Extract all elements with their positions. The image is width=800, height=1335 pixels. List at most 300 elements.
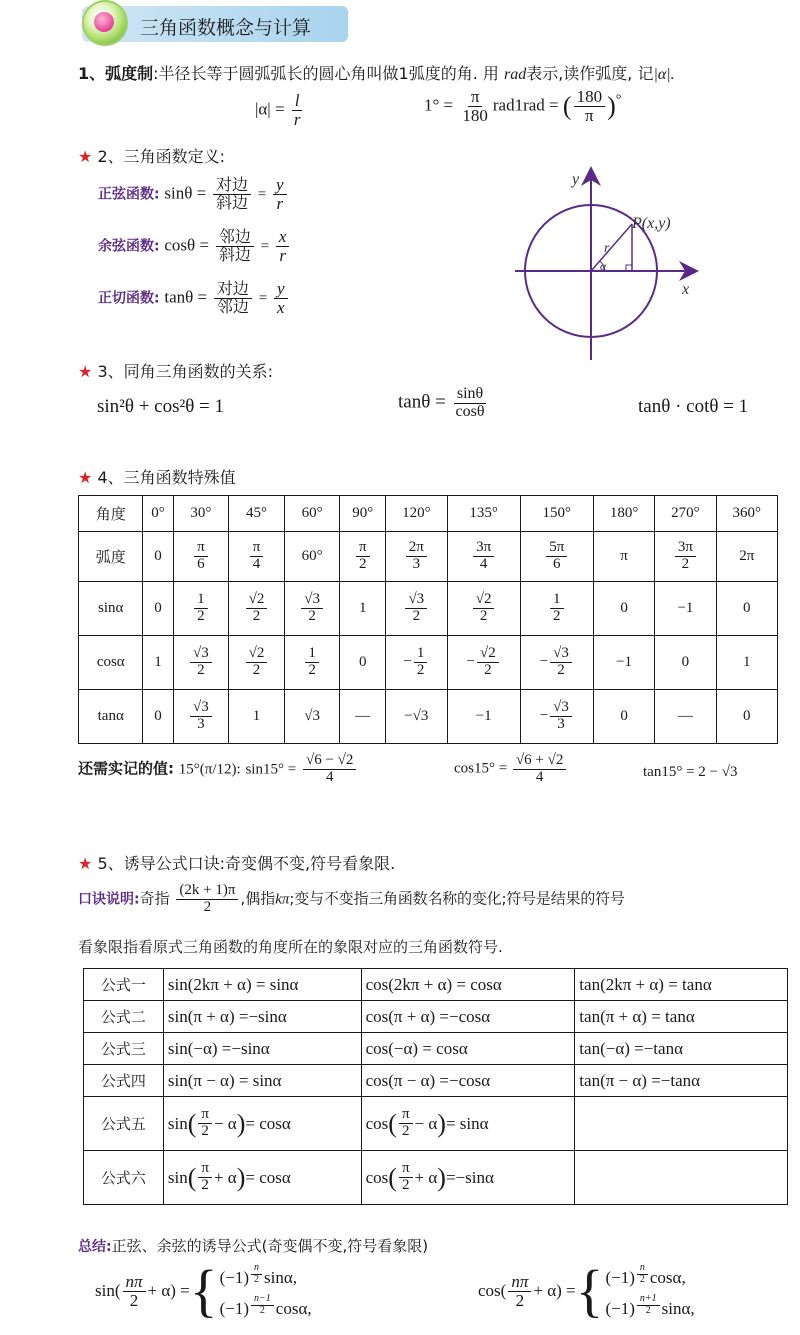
table-row bbox=[79, 532, 778, 582]
frac-num: √2 bbox=[246, 646, 268, 663]
formula-cell: tan(π + α) = tanα bbox=[575, 1001, 788, 1033]
row-header-cell: tanα bbox=[79, 690, 143, 744]
frac-num: √6 − √2 bbox=[303, 753, 356, 770]
table-cell: 360° bbox=[716, 496, 777, 532]
frac-num: √2 bbox=[473, 592, 495, 609]
fraction bbox=[414, 646, 428, 679]
frac-den: 6 bbox=[553, 556, 561, 572]
frac-den: 2 bbox=[201, 1123, 209, 1139]
tangent-label: 正切函数: bbox=[98, 290, 160, 307]
brace-icon: { bbox=[575, 1258, 604, 1323]
frac-num: √3 bbox=[190, 646, 212, 663]
right-paren: ) bbox=[236, 1162, 246, 1192]
table-cell: 0 bbox=[143, 532, 173, 582]
table-cell: 135° bbox=[447, 496, 520, 532]
left-paren: ( bbox=[388, 1162, 397, 1192]
cosine-label: 余弦函数: bbox=[98, 238, 160, 255]
frac-num: √2 bbox=[477, 646, 499, 663]
formula-lhs: tanθ = bbox=[164, 287, 208, 307]
frac-num: y bbox=[273, 176, 287, 195]
fraction bbox=[477, 646, 499, 679]
table-cell: −1 bbox=[655, 582, 716, 636]
formula-cell: cos(−α) = cosα bbox=[361, 1033, 575, 1065]
table-row bbox=[84, 1033, 788, 1065]
fraction bbox=[190, 700, 212, 733]
frac-num: π bbox=[399, 1107, 413, 1124]
frac-den: 2 bbox=[197, 608, 205, 624]
fraction bbox=[198, 1161, 212, 1194]
frac-den: 2 bbox=[308, 608, 316, 624]
table-cell bbox=[173, 532, 229, 582]
case-value: sinα, bbox=[661, 1298, 695, 1318]
formula-name-cell: 公式一 bbox=[84, 969, 164, 1001]
radius-line bbox=[591, 224, 632, 271]
frac-den: 4 bbox=[479, 556, 488, 572]
fraction bbox=[305, 646, 319, 679]
inner-term: + α bbox=[414, 1167, 438, 1187]
formula-name-cell: 公式六 bbox=[84, 1151, 164, 1205]
frac-den: 2 bbox=[553, 608, 561, 624]
right-paren: ) bbox=[437, 1162, 446, 1192]
table-cell bbox=[520, 582, 593, 636]
formula-lhs: 1° = bbox=[424, 95, 454, 115]
equals-sign: = bbox=[257, 186, 267, 203]
table-cell: 1 bbox=[340, 582, 386, 636]
fraction bbox=[356, 540, 370, 573]
fraction bbox=[473, 540, 494, 573]
frac-num: 1 bbox=[305, 646, 319, 663]
formula-lhs: |α| = bbox=[255, 99, 285, 119]
frac-num: y bbox=[274, 280, 288, 299]
table-cell: √3 bbox=[284, 690, 340, 744]
empty-cell bbox=[575, 1097, 788, 1151]
frac-num: 5π bbox=[546, 540, 567, 557]
sine-definition bbox=[98, 176, 289, 213]
summary-heading bbox=[78, 1235, 428, 1256]
frac-num: π bbox=[250, 540, 264, 557]
degree-sign: ° bbox=[615, 91, 622, 108]
table-cell: 60° bbox=[284, 532, 340, 582]
fraction bbox=[301, 592, 323, 625]
result-term: =−sinα bbox=[445, 1167, 494, 1187]
table-row bbox=[84, 969, 788, 1001]
frac-den: 6 bbox=[197, 556, 205, 572]
table-cell: −1 bbox=[447, 690, 520, 744]
sin15-lhs: sin15° = bbox=[245, 761, 297, 778]
frac-num: π bbox=[198, 1107, 212, 1124]
right-paren: ) bbox=[437, 1108, 446, 1138]
fraction bbox=[190, 646, 212, 679]
frac-den: x bbox=[276, 297, 285, 317]
frac-den: 2 bbox=[484, 662, 492, 678]
table-cell: 0 bbox=[593, 582, 654, 636]
frac-num: sinθ bbox=[454, 386, 486, 404]
cos15-lhs: cos15° = bbox=[454, 760, 508, 777]
tan15-value: tan15° = 2 − √3 bbox=[643, 764, 738, 780]
frac-den: 4 bbox=[325, 768, 334, 785]
formula-name-cell: 公式五 bbox=[84, 1097, 164, 1151]
table-cell bbox=[229, 636, 285, 690]
angle-label: α bbox=[600, 259, 607, 273]
table-cell: 0 bbox=[716, 582, 777, 636]
frac-den: r bbox=[293, 109, 301, 129]
table-cell: 0 bbox=[655, 636, 716, 690]
frac-num: 3π bbox=[675, 540, 696, 557]
table-cell: 45° bbox=[229, 496, 285, 532]
section-1-label: 1、弧度制 bbox=[78, 64, 154, 83]
y-axis-label: y bbox=[572, 171, 580, 188]
section-5-heading bbox=[78, 851, 395, 874]
summary-label: 总结: bbox=[78, 1239, 112, 1255]
table-cell bbox=[229, 582, 285, 636]
frac-num: 3π bbox=[473, 540, 494, 557]
table-cell: 30° bbox=[173, 496, 229, 532]
section-3-title: 3、同角三角函数的关系: bbox=[97, 362, 274, 381]
explanation-text: ;变与不变指三角函数名称的变化;符号是结果的符号 bbox=[289, 889, 625, 908]
frac-num: (2k + 1)π bbox=[176, 883, 238, 900]
frac-den: 3 bbox=[557, 716, 565, 732]
table-row bbox=[79, 496, 778, 532]
special-values-table bbox=[78, 495, 778, 744]
page-title: 三角函数概念与计算 bbox=[140, 17, 312, 39]
frac-den: 斜边 bbox=[218, 244, 251, 264]
star-icon: ★ bbox=[78, 362, 93, 381]
frac-num: 2π bbox=[406, 540, 427, 557]
equals-sign: = bbox=[258, 290, 268, 307]
angle-15: 15°(π/12): bbox=[178, 761, 241, 778]
equals-sign: = bbox=[260, 238, 270, 255]
table-cell bbox=[173, 636, 229, 690]
result-term: = cosα bbox=[245, 1167, 291, 1187]
frac-den: 2 bbox=[401, 1177, 410, 1193]
case-value: sinα, bbox=[264, 1268, 298, 1287]
pythagorean-identity: sin²θ + cos²θ = 1 bbox=[97, 396, 225, 417]
table-row bbox=[84, 1065, 788, 1097]
frac-num: π bbox=[198, 1161, 212, 1178]
table-row bbox=[84, 1001, 788, 1033]
left-paren: ( bbox=[388, 1108, 397, 1138]
frac-num: l bbox=[292, 92, 303, 111]
table-cell: 0 bbox=[593, 690, 654, 744]
formula-mid: rad1rad = bbox=[492, 95, 559, 115]
table-cell bbox=[520, 532, 593, 582]
case-value: cosα, bbox=[649, 1268, 686, 1287]
frac-den: 4 bbox=[535, 768, 544, 785]
table-cell bbox=[340, 532, 386, 582]
fraction bbox=[550, 700, 572, 733]
fraction bbox=[550, 646, 572, 679]
formula-cell bbox=[163, 1097, 361, 1151]
frac-num: 1 bbox=[194, 592, 208, 609]
frac-den: 2 bbox=[201, 1177, 209, 1193]
fraction bbox=[405, 592, 427, 625]
section-4-title: 4、三角函数特殊值 bbox=[97, 468, 236, 487]
func-name: cos bbox=[365, 1113, 389, 1133]
minus-sign: − bbox=[403, 653, 412, 670]
formula-cell: sin(π + α) =−sinα bbox=[163, 1001, 361, 1033]
right-paren: ) bbox=[236, 1108, 246, 1138]
frac-den: 2 bbox=[252, 662, 261, 678]
explanation-text: ,偶指 bbox=[240, 889, 276, 908]
formula-cell: sin(2kπ + α) = sinα bbox=[163, 969, 361, 1001]
table-cell: 0 bbox=[143, 582, 173, 636]
formula-cell bbox=[361, 1097, 575, 1151]
case-base: (−1) bbox=[605, 1268, 635, 1287]
section-4-heading bbox=[78, 465, 236, 488]
radian-formula-1 bbox=[255, 92, 305, 129]
frac-num: π bbox=[356, 540, 370, 557]
fraction bbox=[675, 540, 696, 573]
frac-den: 2 bbox=[645, 1304, 651, 1316]
formula-lhs: cosθ = bbox=[164, 235, 210, 255]
func-name: sin bbox=[167, 1167, 188, 1187]
formula-cell: tan(π − α) =−tanα bbox=[575, 1065, 788, 1097]
result-term: = sinα bbox=[445, 1113, 489, 1133]
frac-den: 2 bbox=[129, 1290, 139, 1310]
star-icon: ★ bbox=[78, 468, 93, 487]
formula-lhs: tanθ = bbox=[398, 391, 446, 413]
frac-num: n bbox=[251, 1263, 262, 1275]
formula-cell: cos(π − α) =−cosα bbox=[361, 1065, 575, 1097]
mnemonic-explanation-line2: 看象限指看原式三角函数的角度所在的象限对应的三角函数符号. bbox=[78, 938, 503, 956]
frac-num: √3 bbox=[405, 592, 427, 609]
frac-den: r bbox=[276, 193, 284, 213]
frac-num: 180 bbox=[574, 88, 606, 107]
table-cell: 1 bbox=[229, 690, 285, 744]
frac-den: 2 bbox=[359, 556, 367, 572]
fraction bbox=[550, 592, 564, 625]
frac-num: n−1 bbox=[251, 1294, 274, 1306]
table-cell: 1 bbox=[716, 636, 777, 690]
table-cell bbox=[520, 690, 593, 744]
frac-den: cosθ bbox=[455, 402, 485, 420]
table-row bbox=[79, 582, 778, 636]
remember-values bbox=[78, 753, 358, 786]
minus-sign: − bbox=[466, 653, 475, 670]
fraction bbox=[399, 1161, 413, 1194]
cos15-value bbox=[454, 753, 568, 786]
frac-den: 邻边 bbox=[216, 296, 249, 316]
case-value: cosα, bbox=[275, 1298, 312, 1318]
table-cell bbox=[520, 636, 593, 690]
table-cell: 2π bbox=[716, 532, 777, 582]
frac-den: 2 bbox=[252, 608, 261, 624]
table-cell bbox=[229, 532, 285, 582]
frac-den: 2 bbox=[515, 1290, 525, 1310]
formula-cell: cos(π + α) =−cosα bbox=[361, 1001, 575, 1033]
formula-cell: tan(−α) =−tanα bbox=[575, 1033, 788, 1065]
summary-text: 正弦、余弦的诱导公式(奇变偶不变,符号看象限) bbox=[111, 1237, 429, 1255]
frac-num: π bbox=[468, 88, 483, 107]
explanation-text: 奇指 bbox=[139, 889, 170, 908]
frac-den: 2 bbox=[203, 898, 212, 915]
left-paren: ( bbox=[187, 1108, 197, 1138]
table-row bbox=[79, 636, 778, 690]
fraction bbox=[246, 592, 268, 625]
minus-sign: − bbox=[539, 707, 549, 724]
inner-term: − α bbox=[414, 1113, 438, 1133]
fraction bbox=[473, 592, 495, 625]
cos-summary-formula bbox=[478, 1258, 695, 1323]
table-cell: 60° bbox=[284, 496, 340, 532]
frac-num: n bbox=[637, 1263, 648, 1275]
fraction bbox=[246, 646, 268, 679]
table-cell: π bbox=[593, 532, 654, 582]
fraction bbox=[194, 540, 208, 573]
cos-prefix: cos( bbox=[478, 1281, 507, 1300]
sin-prefix: sin( bbox=[95, 1281, 121, 1300]
reduction-formula-table bbox=[83, 968, 788, 1205]
frac-num: √3 bbox=[301, 592, 323, 609]
radian-definition bbox=[78, 61, 675, 84]
frac-num: π bbox=[399, 1161, 413, 1178]
formula-cell bbox=[361, 1151, 575, 1205]
frac-den: 2 bbox=[557, 662, 565, 678]
table-cell bbox=[173, 690, 229, 744]
row-header-cell: 角度 bbox=[79, 496, 143, 532]
table-cell: −1 bbox=[593, 636, 654, 690]
radius-label: r bbox=[604, 241, 610, 256]
frac-den: 2 bbox=[681, 556, 690, 572]
frac-den: 3 bbox=[412, 556, 421, 572]
rad-term: rad bbox=[503, 66, 527, 83]
fraction bbox=[194, 592, 208, 625]
formula-name-cell: 公式二 bbox=[84, 1001, 164, 1033]
table-cell: 0 bbox=[716, 690, 777, 744]
frac-den: 4 bbox=[252, 556, 261, 572]
frac-den: 2 bbox=[639, 1273, 645, 1285]
table-cell: 270° bbox=[655, 496, 716, 532]
table-row bbox=[84, 1151, 788, 1205]
table-cell: 0 bbox=[143, 690, 173, 744]
minus-sign: − bbox=[539, 653, 549, 670]
frac-den: 斜边 bbox=[216, 192, 249, 212]
frac-den: 2 bbox=[479, 608, 488, 624]
frac-num: x bbox=[276, 228, 290, 247]
table-cell bbox=[447, 636, 520, 690]
table-cell: 150° bbox=[520, 496, 593, 532]
frac-num: √6 + √2 bbox=[513, 753, 566, 770]
formula-rest: + α) = bbox=[147, 1281, 190, 1300]
fraction bbox=[546, 540, 567, 573]
func-name: cos bbox=[365, 1167, 389, 1187]
frac-num: 邻边 bbox=[216, 229, 254, 247]
table-cell: 0 bbox=[340, 636, 386, 690]
frac-num: n+1 bbox=[637, 1294, 660, 1306]
table-cell: — bbox=[655, 690, 716, 744]
table-cell bbox=[284, 582, 340, 636]
table-cell: 90° bbox=[340, 496, 386, 532]
formula-rest: + α) = bbox=[533, 1281, 576, 1300]
formula-cell bbox=[163, 1151, 361, 1205]
formula-cell: tan(2kπ + α) = tanα bbox=[575, 969, 788, 1001]
section-2-title: 2、三角函数定义: bbox=[97, 147, 226, 166]
cosine-definition bbox=[98, 228, 291, 265]
sin-summary-formula bbox=[95, 1258, 312, 1323]
table-cell: — bbox=[340, 690, 386, 744]
reciprocal-identity: tanθ · cotθ = 1 bbox=[638, 396, 749, 417]
frac-den: 180 bbox=[462, 105, 488, 125]
frac-den: π bbox=[585, 105, 594, 125]
inner-term: + α bbox=[213, 1167, 237, 1187]
table-cell: 0° bbox=[143, 496, 173, 532]
table-cell bbox=[447, 582, 520, 636]
frac-den: 2 bbox=[308, 662, 316, 678]
inner-term: − α bbox=[213, 1113, 237, 1133]
frac-num: 对边 bbox=[214, 281, 252, 299]
frac-num: √3 bbox=[550, 646, 572, 663]
section-2-heading bbox=[78, 144, 225, 167]
fraction bbox=[250, 540, 264, 573]
tangent-definition bbox=[98, 280, 290, 317]
frac-den: 2 bbox=[259, 1304, 265, 1316]
remember-label: 还需实记的值: bbox=[78, 759, 174, 778]
alpha-abs: |α|. bbox=[653, 66, 675, 83]
case-base: (−1) bbox=[219, 1298, 250, 1318]
section-3-heading bbox=[78, 359, 273, 382]
x-axis-label: x bbox=[682, 281, 690, 298]
frac-num: √2 bbox=[246, 592, 268, 609]
formula-lhs: sinθ = bbox=[164, 183, 207, 203]
fraction bbox=[198, 1107, 212, 1140]
frac-num: π bbox=[194, 540, 208, 557]
frac-num: √3 bbox=[190, 700, 212, 717]
left-paren: ( bbox=[187, 1162, 197, 1192]
section-1-text: :半径长等于圆弧弧长的圆心角叫做1弧度的角. 用 bbox=[153, 64, 499, 83]
formula-cell: sin(−α) =−sinα bbox=[163, 1033, 361, 1065]
frac-den: 3 bbox=[197, 716, 205, 732]
formula-cell: sin(π − α) = sinα bbox=[163, 1065, 361, 1097]
table-cell bbox=[447, 532, 520, 582]
point-p-label: P(x,y) bbox=[632, 215, 671, 232]
case-base: (−1) bbox=[219, 1268, 250, 1287]
star-icon: ★ bbox=[78, 854, 93, 873]
frac-den: 2 bbox=[197, 662, 205, 678]
quotient-identity bbox=[398, 386, 490, 421]
row-header-cell: 弧度 bbox=[79, 532, 143, 582]
table-cell bbox=[655, 532, 716, 582]
logo-dot-icon bbox=[94, 12, 114, 32]
func-name: sin bbox=[167, 1113, 188, 1133]
frac-num: √3 bbox=[550, 700, 572, 717]
frac-num: 1 bbox=[414, 646, 428, 663]
k-pi: kπ bbox=[275, 891, 290, 908]
section-5-title: 5、诱导公式口诀:奇变偶不变,符号看象限. bbox=[97, 854, 396, 873]
row-header-cell: cosα bbox=[79, 636, 143, 690]
table-cell bbox=[386, 636, 447, 690]
unit-circle-diagram bbox=[500, 160, 710, 375]
empty-cell bbox=[575, 1151, 788, 1205]
frac-den: 2 bbox=[401, 1123, 410, 1139]
table-cell: −√3 bbox=[386, 690, 447, 744]
case-base: (−1) bbox=[605, 1298, 635, 1318]
table-row bbox=[79, 690, 778, 744]
formula-name-cell: 公式三 bbox=[84, 1033, 164, 1065]
mnemonic-explanation bbox=[78, 883, 625, 916]
fraction bbox=[406, 540, 427, 573]
table-cell bbox=[386, 582, 447, 636]
frac-num: nπ bbox=[508, 1273, 531, 1292]
formula-name-cell: 公式四 bbox=[84, 1065, 164, 1097]
sine-label: 正弦函数: bbox=[98, 186, 160, 203]
frac-num: 1 bbox=[550, 592, 564, 609]
table-cell: 1 bbox=[143, 636, 173, 690]
table-row bbox=[84, 1097, 788, 1151]
radian-formula-2: 1° = $\frac{\pi}{180}$ rad1rad = ( $\frac{180}{\pi}$ )° bbox=[424, 87, 622, 125]
result-term: = cosα bbox=[245, 1113, 291, 1133]
table-cell bbox=[386, 532, 447, 582]
row-header-cell: sinα bbox=[79, 582, 143, 636]
